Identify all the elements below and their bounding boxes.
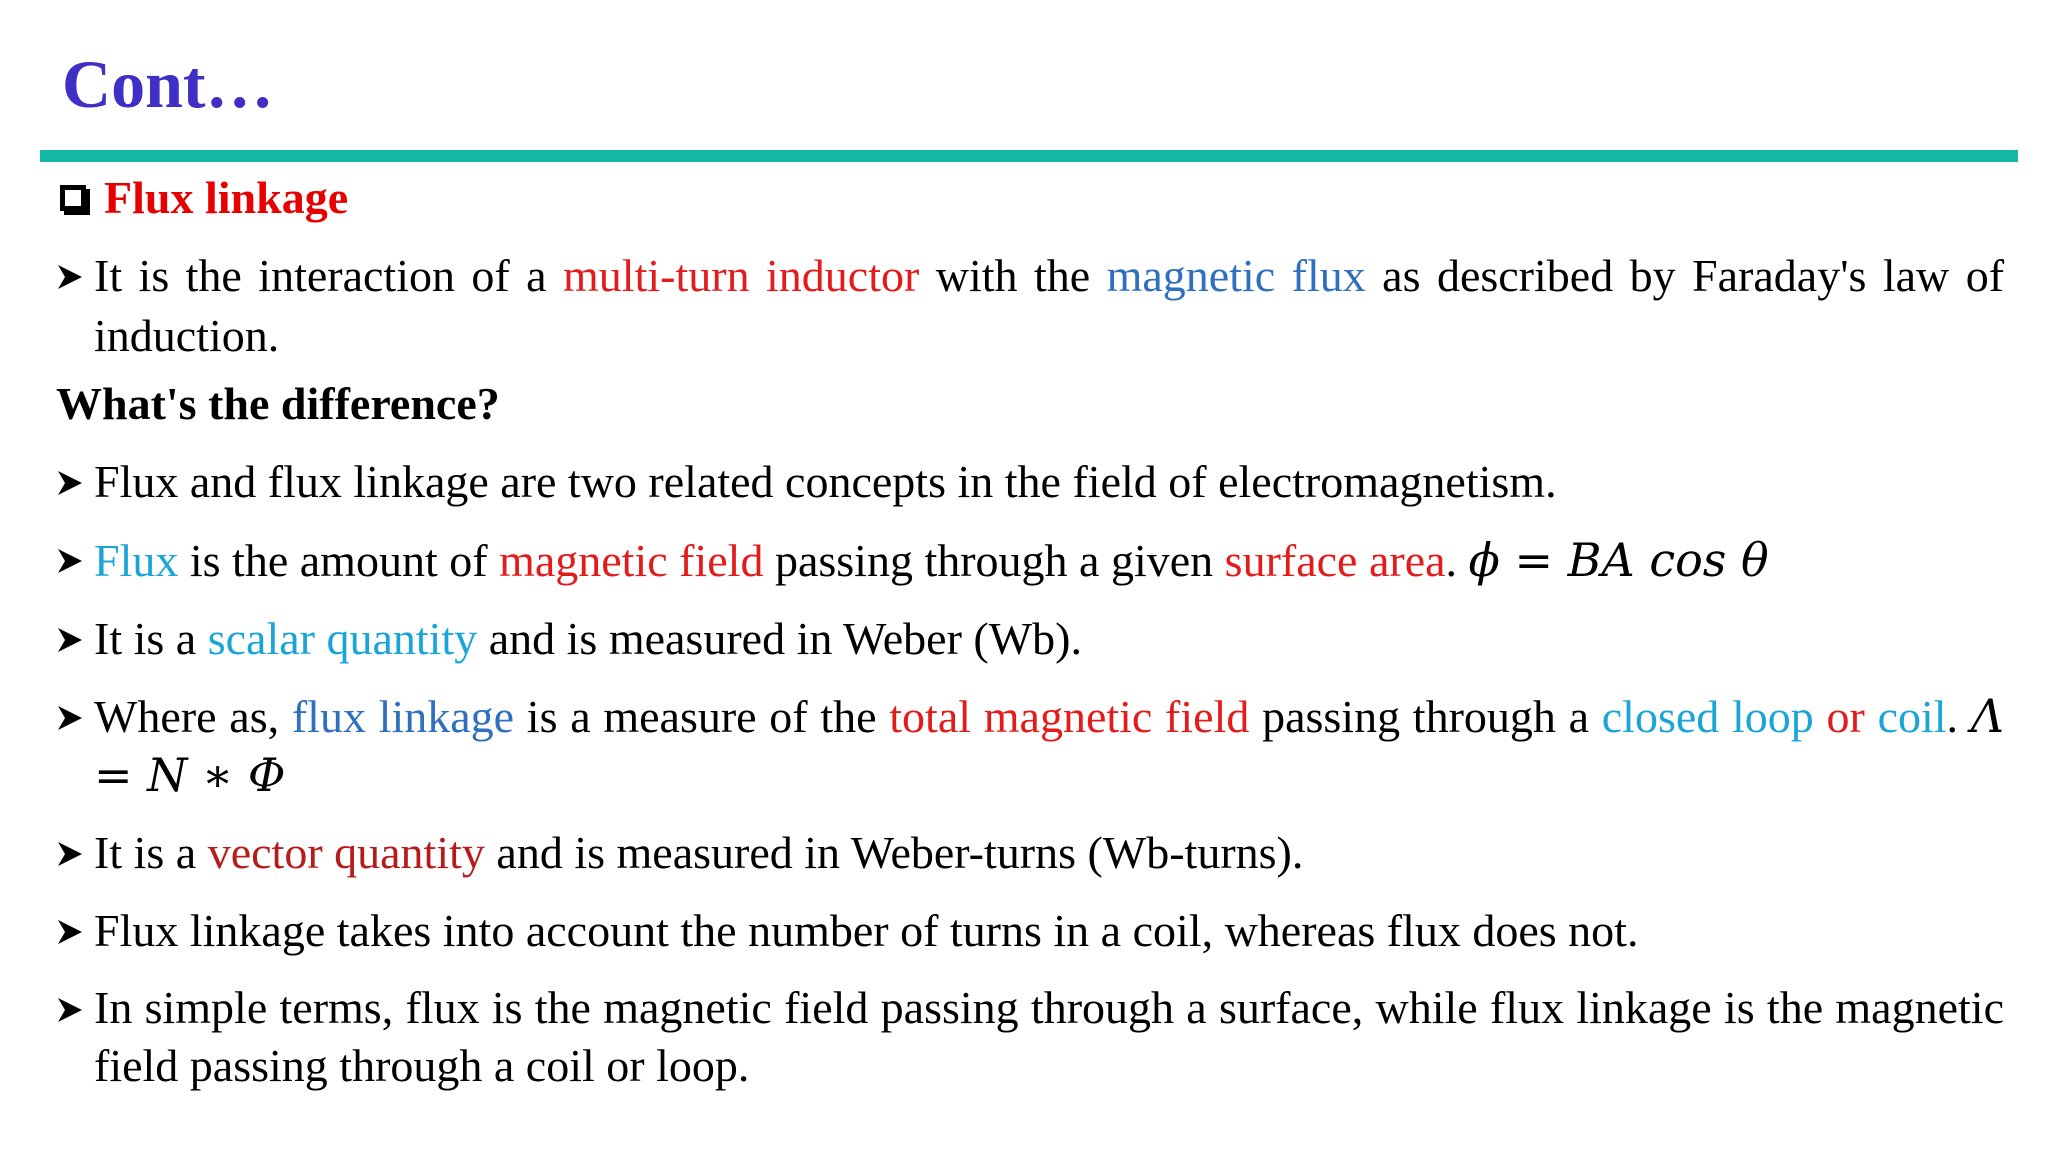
text-run: as described by Faraday's law of induction. bbox=[94, 250, 2005, 361]
text-run: In simple terms, flux is the magnetic field passing through a surface, while flux linkage is the magnetic field passing through a coil or loop. bbox=[94, 982, 2004, 1091]
term-total-magnetic-field: total magnetic field bbox=[889, 691, 1250, 742]
arrow-icon bbox=[56, 609, 88, 669]
arrow-icon bbox=[56, 823, 88, 883]
text-run: Flux and flux linkage are two related concepts in the field of electromagnetism. bbox=[94, 456, 1557, 507]
term-coil: coil bbox=[1864, 691, 1947, 742]
term-magnetic-flux: magnetic flux bbox=[1106, 250, 1366, 301]
text-run: passing through a given bbox=[763, 535, 1225, 586]
checkbox-icon bbox=[60, 185, 86, 211]
term-flux-linkage: flux linkage bbox=[291, 691, 515, 742]
text-run: It is the interaction of a bbox=[94, 250, 564, 301]
text-run: passing through a bbox=[1249, 691, 1602, 742]
text-run: . bbox=[1946, 691, 1971, 742]
text-run: Where as, bbox=[94, 691, 292, 742]
slide-content bbox=[56, 168, 2004, 1095]
text-run: It is a bbox=[94, 827, 208, 878]
arrow-icon bbox=[56, 530, 88, 590]
text-run: and is measured in Weber-turns (Wb-turns). bbox=[484, 827, 1304, 878]
text-run: is the amount of bbox=[178, 535, 500, 586]
arrow-icon bbox=[56, 687, 88, 747]
section-heading bbox=[56, 168, 2004, 228]
bullet-turns bbox=[56, 901, 2004, 961]
flux-linkage-formula: Λ = N ∗ Φ bbox=[94, 689, 2005, 802]
flux-formula: ϕ = BA cos θ bbox=[1468, 533, 1769, 587]
bullet-flux-definition bbox=[56, 530, 2004, 591]
term-scalar-quantity: scalar quantity bbox=[207, 613, 478, 664]
subheading: What's the difference? bbox=[56, 378, 500, 429]
term-magnetic-field: magnetic field bbox=[499, 535, 764, 586]
text-run: . bbox=[1445, 535, 1469, 586]
term-surface-area: surface area bbox=[1224, 535, 1446, 586]
text-run: and is measured in Weber (Wb). bbox=[477, 613, 1082, 664]
arrow-icon bbox=[56, 901, 88, 961]
term-or: or bbox=[1813, 691, 1865, 742]
bullet-flux-concepts bbox=[56, 452, 2004, 512]
title-divider bbox=[40, 150, 2018, 162]
section-heading-text: Flux linkage bbox=[104, 172, 349, 223]
arrow-icon bbox=[56, 979, 88, 1039]
text-run: It is a bbox=[94, 613, 208, 664]
slide-title: Cont… bbox=[62, 46, 274, 122]
term-flux: Flux bbox=[94, 535, 179, 586]
bullet-intro bbox=[56, 246, 2004, 366]
bullet-scalar bbox=[56, 609, 2004, 669]
text-run: Flux linkage takes into account the number of turns in a coil, whereas flux does not. bbox=[94, 905, 1639, 956]
text-run: is a measure of the bbox=[514, 691, 890, 742]
term-multi-turn-inductor: multi-turn inductor bbox=[563, 250, 920, 301]
term-vector-quantity: vector quantity bbox=[207, 827, 485, 878]
arrow-icon bbox=[56, 452, 88, 512]
term-closed-loop: closed loop bbox=[1601, 691, 1814, 742]
text-run: with the bbox=[919, 250, 1107, 301]
bullet-flux-linkage-definition bbox=[56, 687, 2004, 805]
bullet-vector bbox=[56, 823, 2004, 883]
bullet-summary bbox=[56, 979, 2004, 1095]
arrow-icon bbox=[56, 246, 88, 306]
